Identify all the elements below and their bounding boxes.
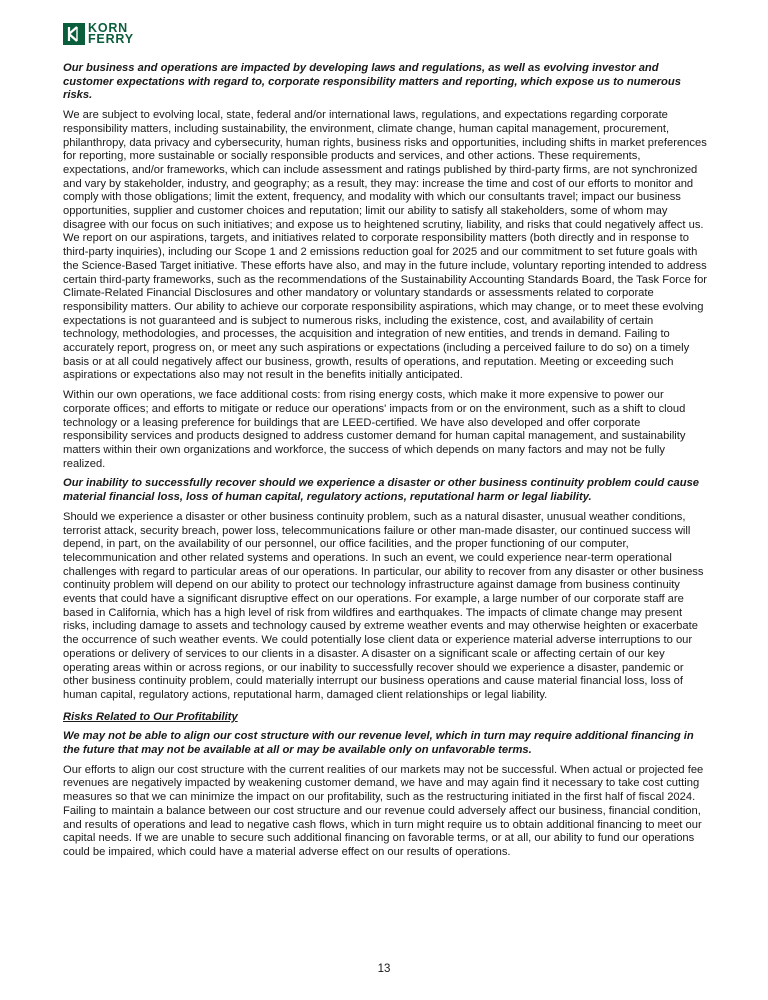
section-title-profitability: Risks Related to Our Profitability xyxy=(63,710,238,723)
logo-text xyxy=(88,23,134,45)
logo-mark-icon xyxy=(63,23,85,45)
logo-text-line2: FERRY xyxy=(88,32,134,46)
risk-heading-cost-structure: We may not be able to align our cost structure with our revenue level, which in turn may require additional financing in the future that may not be available at all or may be available only on unfavorable terms. xyxy=(63,730,694,757)
risk-heading-business-continuity: Our inability to successfully recover should we experience a disaster or other business continuity problem could cause material financial loss, loss of human capital, regulatory actions, reputational harm or legal liability. xyxy=(63,477,700,504)
company-logo xyxy=(63,23,134,45)
logo-text-line1: KORN xyxy=(88,21,129,35)
paragraph-corporate-responsibility: We are subject to evolving local, state, federal and/or international laws, regulations, and expectations regarding corporate responsibility matters, including sustainability, the environment, climate change, human capital management, procurement, philanthropy, data privacy and cybersecurity, human rights, business risks and opportunities, including shifts in market preferences for reporting, more sustainable or socially responsible products and services, and other actions. These requirements, expectations, and/or frameworks, which can include assessment and ratings published by third-party firms, are not synchronized and vary by stakeholder, industry, and geography; as a result, they may: increase the time and cost of our efforts to monitor and comply with those obligations; limit the extent, frequency, and modality with which our consultants travel; impact our business opportunities, supplier and customer choices and reputation; limit our ability to satisfy all stakeholders, some of whom may disagree with our focus on such initiatives; and expose us to heightened scrutiny, liability, and risks that could negatively affect us. We report on our aspirations, targets, and initiatives related to corporate responsibility matters (both directly and in response to third-party inquiries), including our Scope 1 and 2 emissions reduction goal for 2025 and our commitment to set future goals with the Science-Based Target initiative. These efforts have also, and may in the future include, voluntary reporting intended to address certain third-party frameworks, such as the recommendations of the Sustainability Accounting Standards Board, the Task Force for Climate-Related Financial Disclosures and other mandatory or voluntary standards or assessments related to corporate responsibility matters. Our ability to achieve our corporate responsibility aspirations, which may change, or to meet these evolving expectations is not guaranteed and is subject to numerous risks, including the existence, cost, and availability of certain technology, methodologies, and processes, the acquisition and integration of new entities, and trends in demand. Failing to accurately report, progress on, or meet any such aspirations or expectations (including a perceived failure to do so) on a timely basis or at all could negatively affect our business, growth, results of operations, and reputation. Meeting or exceeding such aspirations or expectations also may not result in the benefits initially anticipated. xyxy=(63,109,708,382)
paragraph-operations-costs: Within our own operations, we face additional costs: from rising energy costs, which make it more expensive to power our corporate offices; and efforts to mitigate or reduce our operations' impacts from or on the environment, such as a shift to cloud technology or a leasing preference for buildings that are LEED-certified. We have also developed and offer corporate responsibility services and products designed to address customer demand for human capital management, and sustainability matters within their own organizations and workforce, the success of which depends on many factors and may not be fully realized. xyxy=(63,389,686,470)
document-body xyxy=(63,62,707,866)
paragraph-business-continuity: Should we experience a disaster or other business continuity problem, such as a natural disaster, unusual weather conditions, terrorist attack, security breach, power loss, telecommunications failure or other man-made disaster, our continued success will depend, in part, on the availability of our personnel, our office facilities, and the proper functioning of our computer, telecommunication and other related systems and operations. In such an event, we could experience near-term operational challenges with regard to particular areas of our operations. In particular, our ability to recover from any disaster or other business continuity problem will depend on our ability to protect our technology infrastructure against damage from business continuity events that could have a significant disruptive effect on our operations. For example, a large number of our corporate staff are based in California, which has a high level of risk from wildfires and earthquakes. The impacts of climate change may present risks, including damage to assets and technology caused by extreme weather events and may otherwise heighten or exacerbate the occurrence of such weather events. We could potentially lose client data or experience material adverse interruptions to our operations or delivery of services to our clients in a disaster. A disaster on a significant scale or affecting certain of our key operating areas within or across regions, or our inability to successfully recover should we experience a disaster, pandemic or other business continuity problem, could materially interrupt our business operations and cause material financial loss, loss of human capital, regulatory actions, reputational harm, damaged client relationships or legal liability. xyxy=(63,510,704,701)
page-number: 13 xyxy=(377,963,391,975)
risk-heading-corporate-responsibility: Our business and operations are impacted by developing laws and regulations, as well as evolving investor and customer expectations with regard to, corporate responsibility matters and reporting, which expose us to numerous risks. xyxy=(63,62,681,102)
paragraph-cost-structure: Our efforts to align our cost structure with the current realities of our markets may not be successful. When actual or projected fee revenues are negatively impacted by weakening customer demand, we have and may again find it necessary to take cost cutting measures so that we can minimize the impact on our profitability, such as the restructuring initiated in the first half of fiscal 2024. Failing to maintain a balance between our cost structure and our revenue could adversely affect our business, financial condition, and results of operations and lead to negative cash flows, which in turn might require us to obtain additional financing to meet our capital needs. If we are unable to secure such additional financing on favorable terms, or at all, our ability to fund our operations could be impaired, which could have a material adverse effect on our results of operations. xyxy=(63,763,704,858)
